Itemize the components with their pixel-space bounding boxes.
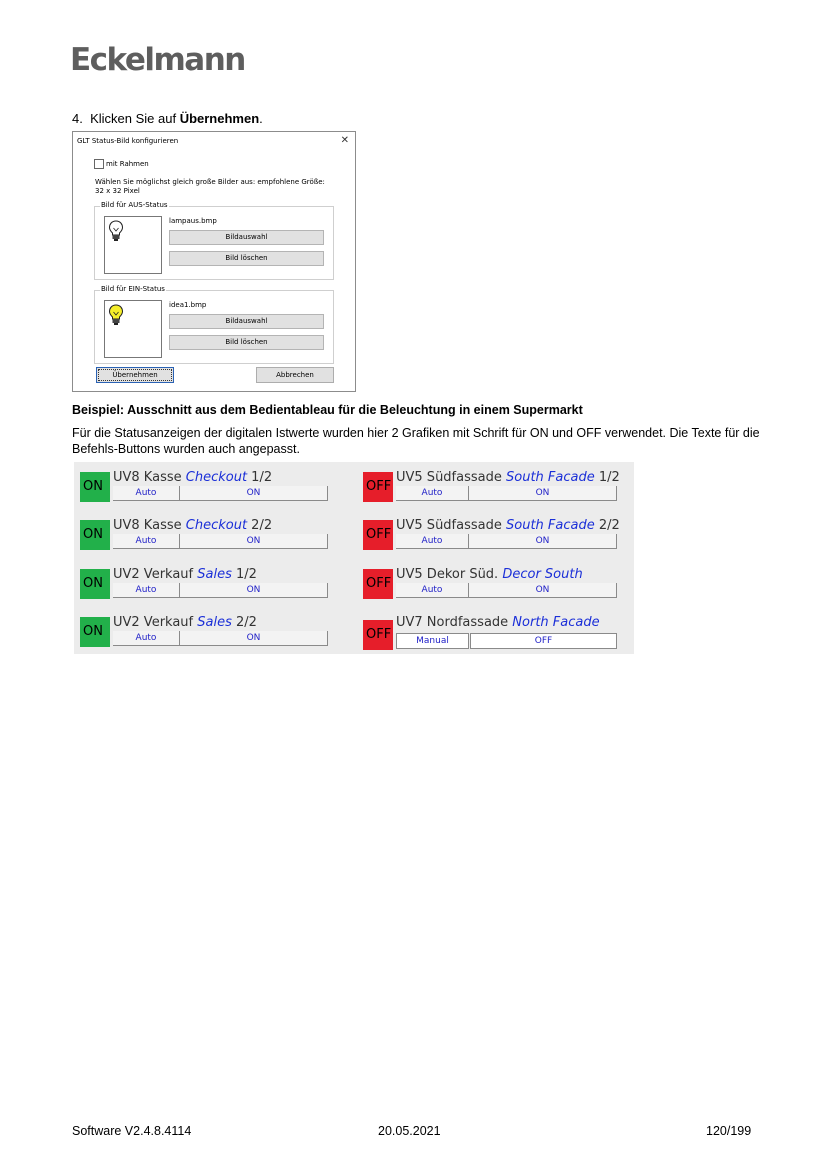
title-en: South Facade <box>506 518 595 533</box>
footer-software: Software V2.4.8.4114 <box>72 1124 192 1138</box>
footer-date: 20.05.2021 <box>378 1124 441 1138</box>
panel-item-title <box>113 518 272 533</box>
state-button[interactable]: ON <box>180 583 328 598</box>
status-lamp: ON <box>80 472 110 502</box>
step-bold: Übernehmen <box>179 111 260 126</box>
mode-button[interactable]: Auto <box>396 534 469 549</box>
state-button[interactable]: ON <box>180 486 328 501</box>
footer-page: 120/199 <box>706 1124 752 1138</box>
title-en: Decor South <box>502 567 583 582</box>
state-button[interactable]: ON <box>469 486 617 501</box>
title-de: UV8 Kasse <box>113 470 186 485</box>
status-lamp: ON <box>80 520 110 550</box>
panel-item-title <box>396 470 620 485</box>
step-end: . <box>259 111 263 126</box>
state-button[interactable]: ON <box>469 534 617 549</box>
config-dialog <box>72 131 356 392</box>
on-group-title: Bild für EIN-Status <box>101 285 165 293</box>
title-de: UV8 Kasse <box>113 518 186 533</box>
size-hint: Wählen Sie möglichst gleich große Bilder aus: empfohlene Größe: 32 x 32 Pixel <box>95 178 325 195</box>
bulb-off-icon <box>108 220 124 242</box>
off-image-group <box>94 201 334 280</box>
on-image-group <box>94 285 334 364</box>
title-suffix: 2/2 <box>594 518 620 533</box>
bulb-on-icon <box>108 304 124 326</box>
frame-checkbox-label: mit Rahmen <box>106 160 149 168</box>
panel-item-title <box>113 567 257 582</box>
title-suffix: 1/2 <box>594 470 620 485</box>
close-icon[interactable]: ✕ <box>340 135 349 146</box>
example-paragraph: Für die Statusanzeigen der digitalen Istwerte wurden hier 2 Grafiken mit Schrift für ON und OFF verwendet. Die Texte für die Befehls-Buttons wurden auch angepasst. <box>72 426 760 456</box>
panel-item-title <box>396 567 583 582</box>
title-en: Sales <box>197 567 232 582</box>
mode-button[interactable]: Manual <box>396 633 469 649</box>
status-lamp: OFF <box>363 620 393 650</box>
on-delete-button[interactable]: Bild löschen <box>169 335 324 350</box>
title-suffix: 2/2 <box>247 518 273 533</box>
title-suffix: 2/2 <box>231 615 257 630</box>
on-filename: idea1.bmp <box>169 301 207 309</box>
state-button[interactable]: ON <box>180 534 328 549</box>
state-button[interactable]: ON <box>180 631 328 646</box>
off-delete-button[interactable]: Bild löschen <box>169 251 324 266</box>
off-select-button[interactable]: Bildauswahl <box>169 230 324 245</box>
on-select-button[interactable]: Bildauswahl <box>169 314 324 329</box>
title-en: Checkout <box>185 470 248 485</box>
panel-item-title <box>396 518 620 533</box>
title-de: UV7 Nordfassade <box>396 615 513 630</box>
dialog-title: GLT Status-Bild konfigurieren <box>77 137 179 145</box>
off-group-title: Bild für AUS-Status <box>101 201 168 209</box>
step-number: 4. <box>72 111 83 126</box>
panel-item-title <box>113 615 257 630</box>
title-de: UV5 Südfassade <box>396 518 506 533</box>
mode-button[interactable]: Auto <box>113 631 180 646</box>
panel-item-title <box>396 615 600 630</box>
status-lamp: ON <box>80 617 110 647</box>
status-lamp: OFF <box>363 569 393 599</box>
panel-item-title <box>113 470 272 485</box>
title-suffix: 1/2 <box>231 567 257 582</box>
status-lamp: ON <box>80 569 110 599</box>
title-de: UV2 Verkauf <box>113 567 198 582</box>
title-en: South Facade <box>506 470 595 485</box>
lighting-panel <box>74 462 634 654</box>
title-suffix: 1/2 <box>247 470 273 485</box>
title-en: North Facade <box>512 615 600 630</box>
frame-checkbox[interactable] <box>94 159 104 169</box>
step-instruction <box>72 111 263 126</box>
apply-button[interactable]: Übernehmen <box>96 367 174 383</box>
eckelmann-logo: Eckelmann <box>70 42 245 78</box>
mode-button[interactable]: Auto <box>396 486 469 501</box>
mode-button[interactable]: Auto <box>113 534 180 549</box>
title-en: Checkout <box>185 518 248 533</box>
mode-button[interactable]: Auto <box>113 583 180 598</box>
title-en: Sales <box>197 615 232 630</box>
state-button[interactable]: ON <box>469 583 617 598</box>
cancel-button[interactable]: Abbrechen <box>256 367 334 383</box>
title-de: UV5 Dekor Süd. <box>396 567 503 582</box>
step-text: Klicken Sie auf <box>90 111 180 126</box>
off-filename: lampaus.bmp <box>169 217 217 225</box>
mode-button[interactable]: Auto <box>113 486 180 501</box>
mode-button[interactable]: Auto <box>396 583 469 598</box>
title-de: UV5 Südfassade <box>396 470 506 485</box>
example-heading: Beispiel: Ausschnitt aus dem Bedientableau für die Beleuchtung in einem Supermarkt <box>72 403 583 417</box>
status-lamp: OFF <box>363 520 393 550</box>
off-image-preview <box>104 216 162 274</box>
title-de: UV2 Verkauf <box>113 615 198 630</box>
on-image-preview <box>104 300 162 358</box>
status-lamp: OFF <box>363 472 393 502</box>
state-button[interactable]: OFF <box>470 633 617 649</box>
